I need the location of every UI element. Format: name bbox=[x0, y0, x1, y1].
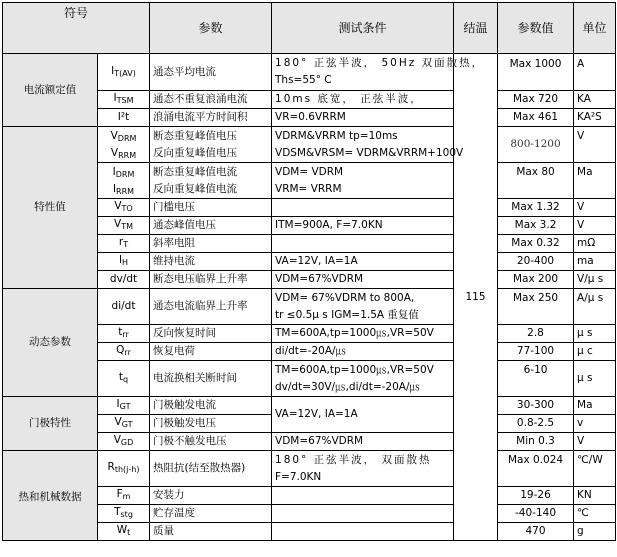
header-row bbox=[3, 3, 616, 54]
group-gate: 门极特性 bbox=[3, 397, 98, 451]
param-name: 门极不触发电压 bbox=[150, 433, 272, 451]
param-unit: μ s bbox=[574, 325, 616, 343]
param-name: 通态电流临界上升率 bbox=[150, 289, 272, 325]
param-name: 通态不重复浪涌电流 bbox=[150, 91, 272, 109]
header-junction-temp: 结温 bbox=[454, 3, 498, 54]
test-condition: 180° 正弦半波， 50Hz 双面散热， Ths=55° C bbox=[272, 54, 454, 91]
symbol-fm: $F_m$ bbox=[98, 487, 150, 505]
thyristor-spec-table bbox=[2, 2, 616, 541]
param-value: 30-300 bbox=[498, 397, 574, 415]
symbol-rt: $r_T$ bbox=[98, 235, 150, 253]
param-unit: A bbox=[574, 54, 616, 91]
param-value: Max 461 bbox=[498, 109, 574, 127]
test-condition bbox=[272, 523, 454, 541]
param-value: 6-10 bbox=[498, 361, 574, 397]
symbol-didt: di/dt bbox=[98, 289, 150, 325]
param-name: 维持电流 bbox=[150, 253, 272, 271]
param-name: 断态重复峰值电压 反向重复峰值电压 bbox=[150, 127, 272, 163]
symbol-wt: $W_t$ bbox=[98, 523, 150, 541]
param-value: Max 1000 bbox=[498, 54, 574, 91]
param-value: 19-26 bbox=[498, 487, 574, 505]
param-unit: A/μ s bbox=[574, 289, 616, 325]
symbol-rth: $R_{th(j-h)}$ bbox=[98, 451, 150, 487]
param-value: 0.8-2.5 bbox=[498, 415, 574, 433]
header-unit: 单位 bbox=[574, 3, 616, 54]
symbol-it-av: $I_{T(AV)}$ bbox=[98, 54, 150, 91]
param-name: 门极触发电流 bbox=[150, 397, 272, 415]
test-condition bbox=[272, 487, 454, 505]
test-condition: VDM=67%VDRM bbox=[272, 433, 454, 451]
param-unit: KA²S bbox=[574, 109, 616, 127]
test-condition: VA=12V, IA=1A bbox=[272, 397, 454, 433]
test-condition: 10ms 底宽， 正弦半波， bbox=[272, 91, 454, 109]
test-condition bbox=[272, 199, 454, 217]
group-characteristics: 特性值 bbox=[3, 127, 98, 289]
symbol-dvdt: dv/dt bbox=[98, 271, 150, 289]
test-condition: VDM= 67%VDRM to 800A, tr ≤0.5μ s IGM=1.5A 重复值 bbox=[272, 289, 454, 325]
test-condition bbox=[272, 505, 454, 523]
param-unit: V bbox=[574, 217, 616, 235]
param-unit: μ s bbox=[574, 361, 616, 397]
param-unit: μ c bbox=[574, 343, 616, 361]
test-condition: TM=600A,tp=1000㎲,VR=50V dv/dt=30V/㎲,di/dt=-20A/㎲ bbox=[272, 361, 454, 397]
header-symbol: 符号 bbox=[3, 3, 150, 54]
param-name: 门槛电压 bbox=[150, 199, 272, 217]
test-condition: VR=0.6VRRM bbox=[272, 109, 454, 127]
test-condition bbox=[272, 235, 454, 253]
group-dynamic: 动态参数 bbox=[3, 289, 98, 397]
param-value: Max 200 bbox=[498, 271, 574, 289]
param-unit: V bbox=[574, 199, 616, 217]
param-value: Max 720 bbox=[498, 91, 574, 109]
param-name: 通态峰值电压 bbox=[150, 217, 272, 235]
param-value: Max 80 bbox=[498, 163, 574, 199]
param-value: 800-1200 bbox=[498, 127, 574, 163]
param-unit: ℃ bbox=[574, 505, 616, 523]
param-unit: mΩ bbox=[574, 235, 616, 253]
header-parameter: 参数 bbox=[150, 3, 272, 54]
table-row bbox=[3, 54, 616, 91]
header-value: 参数值 bbox=[498, 3, 574, 54]
param-name: 电流换相关断时间 bbox=[150, 361, 272, 397]
table-row bbox=[3, 127, 616, 163]
header-conditions: 测试条件 bbox=[272, 3, 454, 54]
table-row bbox=[3, 451, 616, 487]
param-value: 2.8 bbox=[498, 325, 574, 343]
param-name: 断态重复峰值电流 反向重复峰值电流 bbox=[150, 163, 272, 199]
test-condition: di/dt=-20A/㎲ bbox=[272, 343, 454, 361]
param-unit: V bbox=[574, 127, 616, 163]
param-name: 贮存温度 bbox=[150, 505, 272, 523]
param-unit: ma bbox=[574, 253, 616, 271]
param-value: Min 0.3 bbox=[498, 433, 574, 451]
param-name: 斜率电阻 bbox=[150, 235, 272, 253]
param-value: 77-100 bbox=[498, 343, 574, 361]
param-unit: KA bbox=[574, 91, 616, 109]
param-value: -40-140 bbox=[498, 505, 574, 523]
param-name: 断态电压临界上升率 bbox=[150, 271, 272, 289]
param-value: 20-400 bbox=[498, 253, 574, 271]
symbol-vgt: $V_{GT}$ bbox=[98, 415, 150, 433]
symbol-igt: $I_{GT}$ bbox=[98, 397, 150, 415]
param-name: 热阻抗(结至散热器) bbox=[150, 451, 272, 487]
symbol-vto: $V_{TO}$ bbox=[98, 199, 150, 217]
param-unit: V/μ s bbox=[574, 271, 616, 289]
param-unit: KN bbox=[574, 487, 616, 505]
table-row bbox=[3, 397, 616, 415]
param-value: Max 3.2 bbox=[498, 217, 574, 235]
group-current-rating: 电流额定值 bbox=[3, 54, 98, 127]
param-name: 反向恢复时间 bbox=[150, 325, 272, 343]
symbol-itsm: $I_{TSM}$ bbox=[98, 91, 150, 109]
param-unit: Ma bbox=[574, 163, 616, 199]
param-unit: v bbox=[574, 415, 616, 433]
test-condition: VDM=67%VDRM bbox=[272, 271, 454, 289]
test-condition: 180° 正弦半波， 双面散热 F=7.0KN bbox=[272, 451, 454, 487]
symbol-vdrm-vrrm: $V_{DRM}$ $V_{RRM}$ bbox=[98, 127, 150, 163]
symbol-tstg: $T_{stg}$ bbox=[98, 505, 150, 523]
test-condition: VDM= VDRM VRM= VRRM bbox=[272, 163, 454, 199]
param-name: 质量 bbox=[150, 523, 272, 541]
param-value: 470 bbox=[498, 523, 574, 541]
junction-temp-value: 115 bbox=[454, 54, 498, 541]
test-condition: VA=12V, IA=1A bbox=[272, 253, 454, 271]
param-unit: V bbox=[574, 433, 616, 451]
test-condition: ITM=900A, F=7.0KN bbox=[272, 217, 454, 235]
test-condition: TM=600A,tp=1000㎲,VR=50V bbox=[272, 325, 454, 343]
param-value: Max 0.32 bbox=[498, 235, 574, 253]
symbol-qrr: $Q_{rr}$ bbox=[98, 343, 150, 361]
group-thermal-mechanical: 热和机械数据 bbox=[3, 451, 98, 541]
param-name: 门极触发电压 bbox=[150, 415, 272, 433]
param-value: Max 250 bbox=[498, 289, 574, 325]
param-value: Max 1.32 bbox=[498, 199, 574, 217]
symbol-idrm-irrm: $I_{DRM}$ $I_{RRM}$ bbox=[98, 163, 150, 199]
param-name: 安装力 bbox=[150, 487, 272, 505]
symbol-vtm: $V_{TM}$ bbox=[98, 217, 150, 235]
symbol-vgd: $V_{GD}$ bbox=[98, 433, 150, 451]
symbol-trr: $t_{rr}$ bbox=[98, 325, 150, 343]
param-name: 恢复电荷 bbox=[150, 343, 272, 361]
symbol-i2t: I²t bbox=[98, 109, 150, 127]
test-condition: VDRM&VRRM tp=10ms VDSM&VRSM= VDRM&VRRM+100V bbox=[272, 127, 454, 163]
param-name: 通态平均电流 bbox=[150, 54, 272, 91]
param-name: 浪涌电流平方时间积 bbox=[150, 109, 272, 127]
symbol-tq: $t_q$ bbox=[98, 361, 150, 397]
param-unit: Ma bbox=[574, 397, 616, 415]
param-unit: ℃/W bbox=[574, 451, 616, 487]
table-row bbox=[3, 289, 616, 325]
param-value: Max 0.024 bbox=[498, 451, 574, 487]
param-unit: g bbox=[574, 523, 616, 541]
symbol-ih: $I_H$ bbox=[98, 253, 150, 271]
